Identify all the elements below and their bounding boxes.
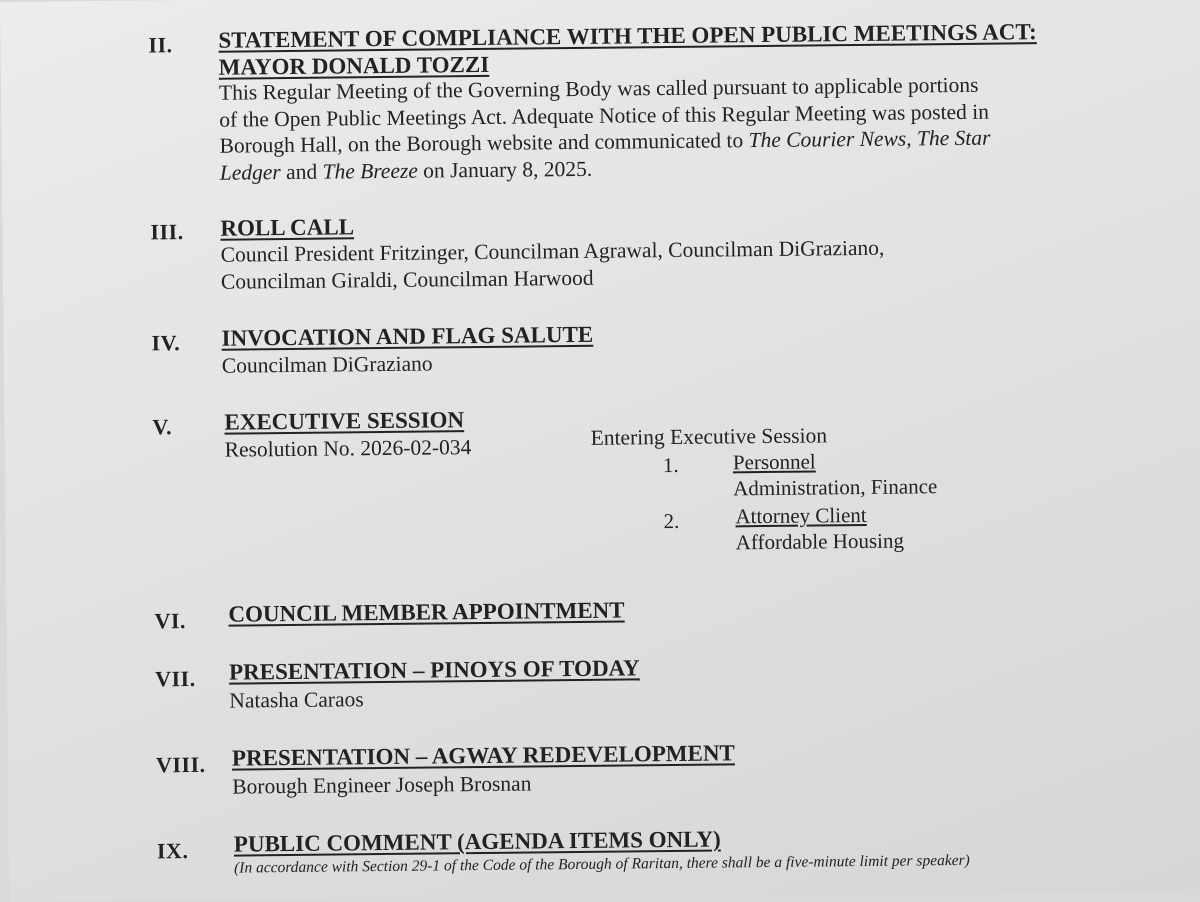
section-heading: STATEMENT OF COMPLIANCE WITH THE OPEN PUBLIC MEETINGS ACT: — [218, 19, 1037, 53]
section-vi — [6, 587, 1200, 634]
section-number: VIII. — [155, 751, 206, 778]
body-text: Borough Hall, on the Borough website and communicated to — [219, 128, 749, 158]
newspaper-name: The Breeze — [322, 158, 418, 184]
section-heading: EXECUTIVE SESSION — [224, 407, 465, 435]
section-number: V. — [152, 414, 173, 440]
section-body — [221, 235, 885, 295]
resolution-number: Resolution No. 2026-02-034 — [224, 435, 472, 462]
newspaper-names: The Courier News, The Star — [748, 125, 991, 153]
newspaper-name: Ledger — [219, 159, 281, 185]
item-number: 1. — [662, 452, 679, 478]
item-number: 2. — [663, 508, 680, 534]
section-body — [232, 770, 531, 800]
body-text: on January 8, 2025. — [417, 156, 593, 183]
executive-session-label: Entering Executive Session — [590, 423, 828, 450]
body-line: Councilman Giraldi, Councilman Harwood — [220, 265, 594, 294]
section-ii — [0, 17, 1200, 185]
body-text: and — [280, 159, 323, 184]
section-number: VI. — [154, 608, 187, 634]
body-line: This Regular Meeting of the Governing Body was called pursuant to applicable portions — [218, 72, 979, 105]
section-body — [219, 72, 991, 186]
section-body — [222, 350, 433, 379]
body-line: Councilman DiGraziano — [221, 351, 433, 378]
section-number: III. — [150, 219, 184, 245]
body-line: Borough Engineer Joseph Brosnan — [232, 771, 532, 799]
section-ix — [9, 815, 1200, 877]
section-number: VII. — [154, 665, 196, 692]
section-iv — [3, 315, 1200, 378]
section-number: IV. — [151, 330, 181, 356]
item-title: Attorney Client — [735, 502, 867, 529]
public-comment-note: (In accordance with Section 29-1 of the Code of the Borough of Raritan, there shall be a five-minute limit per speaker) — [234, 851, 970, 877]
section-v — [4, 399, 1200, 555]
section-heading: INVOCATION AND FLAG SALUTE — [221, 321, 594, 351]
item-title: Personnel — [732, 449, 816, 475]
section-viii — [8, 729, 1200, 799]
section-heading-line2: MAYOR DONALD TOZZI — [218, 51, 490, 80]
section-heading: PRESENTATION – AGWAY REDEVELOPMENT — [231, 740, 735, 771]
section-heading: ROLL CALL — [220, 214, 355, 241]
item-subtitle: Affordable Housing — [735, 528, 905, 555]
section-heading: PUBLIC COMMENT (AGENDA ITEMS ONLY) — [233, 826, 721, 857]
section-number: IX. — [156, 838, 189, 864]
section-heading: PRESENTATION – PINOYS OF TODAY — [228, 655, 640, 685]
item-subtitle: Administration, Finance — [733, 474, 938, 501]
section-iii — [2, 205, 1200, 294]
section-number: II. — [148, 32, 173, 58]
body-line: of the Open Public Meetings Act. Adequate Notice of this Regular Meeting was posted in — [219, 99, 990, 132]
body-line: Natasha Caraos — [229, 687, 364, 713]
section-heading: COUNCIL MEMBER APPOINTMENT — [228, 597, 625, 627]
section-body — [229, 686, 364, 714]
section-vii — [7, 645, 1200, 713]
body-line: Council President Fritzinger, Councilman Agrawal, Councilman DiGraziano, — [220, 235, 885, 267]
